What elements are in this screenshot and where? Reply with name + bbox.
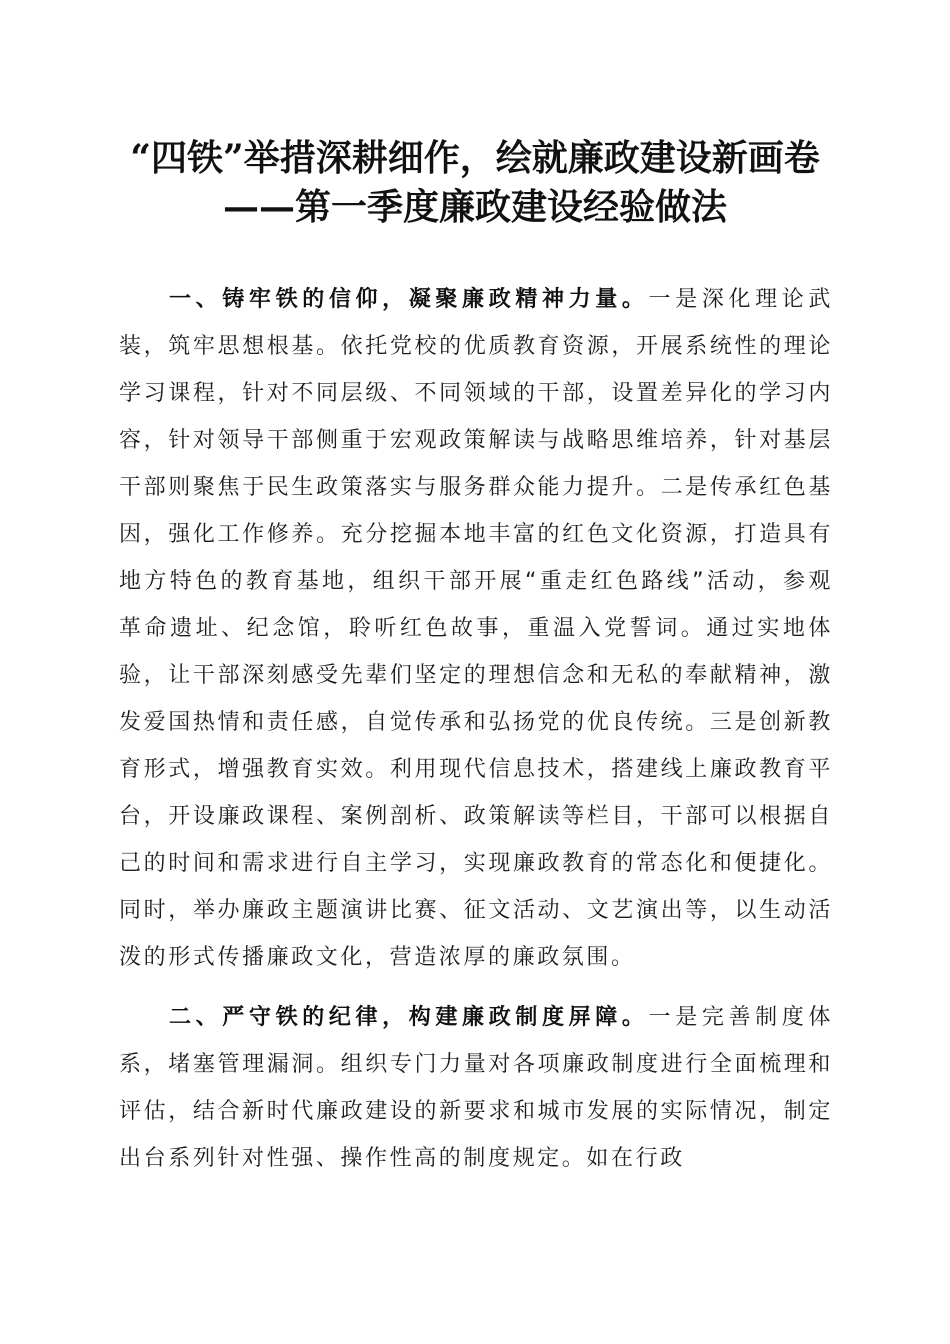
section-heading-2: 二、严守铁的纪律，构建廉政制度屏障。: [169, 1005, 649, 1030]
document-title: “四铁”举措深耕细作，绘就廉政建设新画卷: [130, 137, 820, 179]
section-body-2: 一是完善制度体系，堵塞管理漏洞。组织专门力量对各项廉政制度进行全面梳理和评估，结合新时代廉政建设的新要求和城市发展的实际情况，制定出台系列针对性强、操作性高的制度规定。如在行政: [119, 1005, 833, 1171]
section-paragraph-1: [119, 276, 833, 981]
section-heading-1: 一、铸牢铁的信仰，凝聚廉政精神力量。: [169, 287, 649, 312]
section-paragraph-2: [119, 994, 833, 1182]
document-subtitle: ——第一季度廉政建设经验做法: [222, 186, 727, 228]
section-body-1: 一是深化理论武装，筑牢思想根基。依托党校的优质教育资源，开展系统性的理论学习课程，针对不同层级、不同领域的干部，设置差异化的学习内容，针对领导干部侧重于宏观政策解读与战略思维培养，针对基层干部则聚焦于民生政策落实与服务群众能力提升。二是传承红色基因，强化工作修养。充分挖掘本地丰富的红色文化资源，打造具有地方特色的教育基地，组织干部开展“重走红色路线”活动，参观革命遗址、纪念馆，聆听红色故事，重温入党誓词。通过实地体验，让干部深刻感受先辈们坚定的理想信念和无私的奉献精神，激发爱国热情和责任感，自觉传承和弘扬党的优良传统。三是创新教育形式，增强教育实效。利用现代信息技术，搭建线上廉政教育平台，开设廉政课程、案例剖析、政策解读等栏目，干部可以根据自己的时间和需求进行自主学习，实现廉政教育的常态化和便捷化。同时，举办廉政主题演讲比赛、征文活动、文艺演出等，以生动活泼的形式传播廉政文化，营造浓厚的廉政氛围。: [119, 287, 833, 970]
